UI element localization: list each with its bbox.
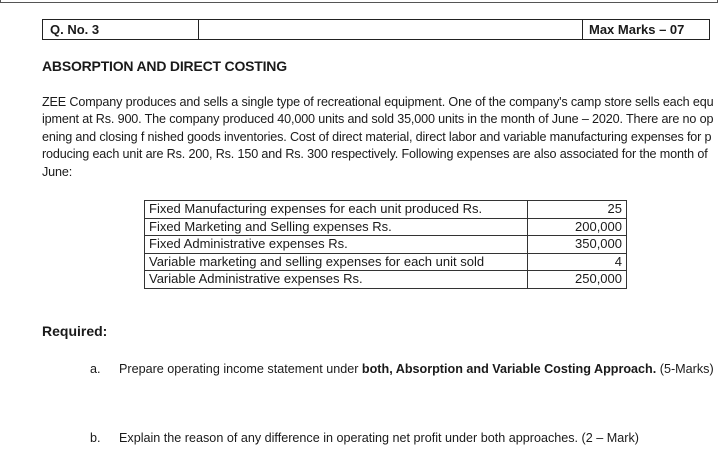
required-item-a — [90, 361, 717, 378]
expense-label: Variable marketing and selling expenses for each unit sold — [145, 253, 528, 271]
item-marker: b. — [90, 431, 101, 445]
top-border — [0, 0, 718, 3]
item-text-emphasis: both, Absorption and Variable Costing Approach. — [361, 362, 657, 376]
item-text — [119, 361, 717, 378]
table-row — [145, 253, 627, 271]
table-row — [145, 236, 627, 254]
expense-label: Fixed Manufacturing expenses for each unit produced Rs. — [145, 201, 528, 219]
section-title: ABSORPTION AND DIRECT COSTING — [42, 58, 287, 74]
required-heading: Required: — [42, 323, 108, 339]
table-row — [145, 218, 627, 236]
max-marks: Max Marks – 07 — [589, 22, 685, 37]
expense-value: 250,000 — [528, 271, 627, 289]
expense-value: 350,000 — [528, 236, 627, 254]
expense-label: Variable Administrative expenses Rs. — [145, 271, 528, 289]
question-header — [42, 19, 710, 40]
question-number: Q. No. 3 — [43, 20, 199, 39]
expense-table — [144, 200, 627, 289]
expense-value: 200,000 — [528, 218, 627, 236]
table-row — [145, 201, 627, 219]
table-row — [145, 271, 627, 289]
expense-value: 4 — [528, 253, 627, 271]
expense-label: Fixed Marketing and Selling expenses Rs. — [145, 218, 528, 236]
item-text: Explain the reason of any difference in operating net profit under both approaches. (2 – Mark) — [119, 431, 639, 445]
item-text-part: Prepare operating income statement under — [119, 362, 362, 376]
header-blank-cell — [199, 20, 583, 39]
item-marker: a. — [90, 362, 101, 376]
expense-value: 25 — [528, 201, 627, 219]
item-text-part: (5-Marks) — [656, 362, 714, 376]
expense-label: Fixed Administrative expenses Rs. — [145, 236, 528, 254]
problem-statement: ZEE Company produces and sells a single type of recreational equipment. One of the company's camp store sells each equipment at Rs. 900. The company produced 40,000 units and sold 35,000 units in the month of June – 2020. There are no opening and closing f nished goods inventories. Cost of direct material, direct labor and variable manufacturing expenses for producing each unit are Rs. 200, Rs. 150 and Rs. 300 respectively. Following expenses are also associated for the month of June: — [42, 95, 714, 179]
required-item-b — [90, 430, 717, 447]
